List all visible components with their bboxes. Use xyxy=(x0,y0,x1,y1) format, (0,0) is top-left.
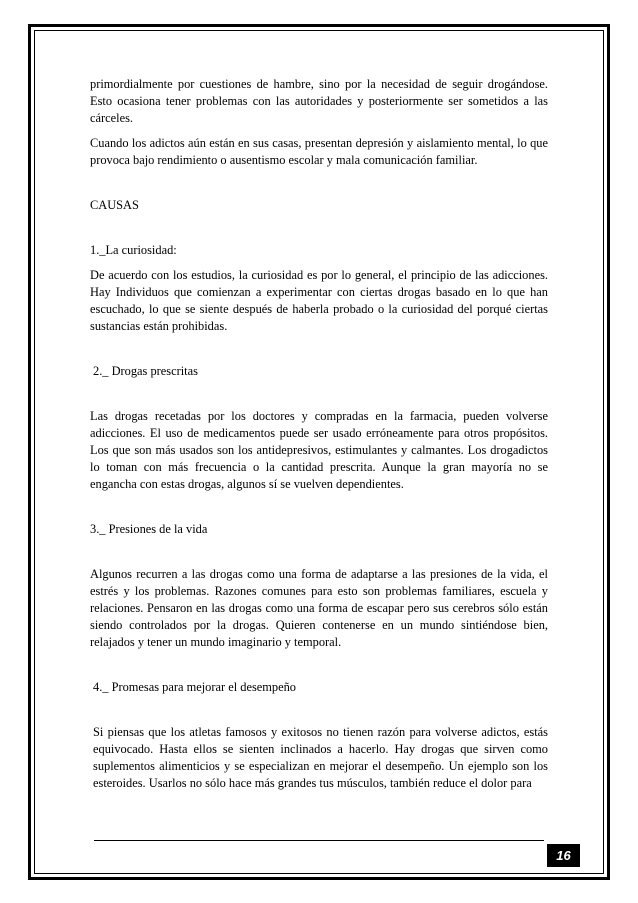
subheading-drogas-prescritas: 2._ Drogas prescritas xyxy=(93,364,198,378)
subheading-presiones: 3._ Presiones de la vida xyxy=(90,522,208,536)
subheading-promesas: 4._ Promesas para mejorar el desempeño xyxy=(93,680,296,694)
footer-rule xyxy=(94,840,544,841)
document-body xyxy=(90,76,548,792)
subheading-curiosidad: 1._La curiosidad: xyxy=(90,243,177,257)
paragraph: Algunos recurren a las drogas como una forma de adaptarse a las presiones de la vida, el estrés y los problemas. Razones comunes para esto son problemas familiares, escuela y relaciones. Pensaron en las drogas como una forma de escapar pero sus cerebros sólo están siendo controlados por la drogas. Quieren contenerse en un mundo sintiéndose bien, relajados y tener un mundo imaginario y temporal. xyxy=(90,567,548,649)
paragraph: De acuerdo con los estudios, la curiosidad es por lo general, el principio de las adicciones. Hay Individuos que comienzan a experimentar con ciertas drogas basado en lo que han escuchado, lo que se siente después de haberla probado o la curiosidad del porqué ciertas sustancias están prohibidas. xyxy=(90,268,548,333)
paragraph: Las drogas recetadas por los doctores y compradas en la farmacia, pueden volverse adicciones. El uso de medicamentos puede ser usado erróneamente para otros propósitos. Los que son más usados son los antidepresivos, estimulantes y calmantes. Los drogadictos lo toman con más frecuencia o la cantidad prescrita. Aunque la gran mayoría no se engancha con estas drogas, algunos sí se vuelven dependientes. xyxy=(90,409,548,491)
paragraph: Si piensas que los atletas famosos y exitosos no tienen razón para volverse adictos, estás equivocado. Hasta ellos se sienten inclinados a hacerlo. Hay drogas que sirven como suplementos alimenticios y se especializan en mejorar el desempeño. Un ejemplo son los esteroides. Usarlos no sólo hace más grandes tus músculos, también reduce el dolor para xyxy=(93,725,548,790)
paragraph: Cuando los adictos aún están en sus casas, presentan depresión y aislamiento mental, lo que provoca bajo rendimiento o ausentismo escolar y mala comunicación familiar. xyxy=(90,136,548,167)
paragraph: primordialmente por cuestiones de hambre, sino por la necesidad de seguir drogándose. Esto ocasiona tener problemas con las autoridades y posteriormente ser sometidos a las cárceles. xyxy=(90,77,548,125)
page-number: 16 xyxy=(547,844,580,867)
section-title-causas: CAUSAS xyxy=(90,198,139,212)
